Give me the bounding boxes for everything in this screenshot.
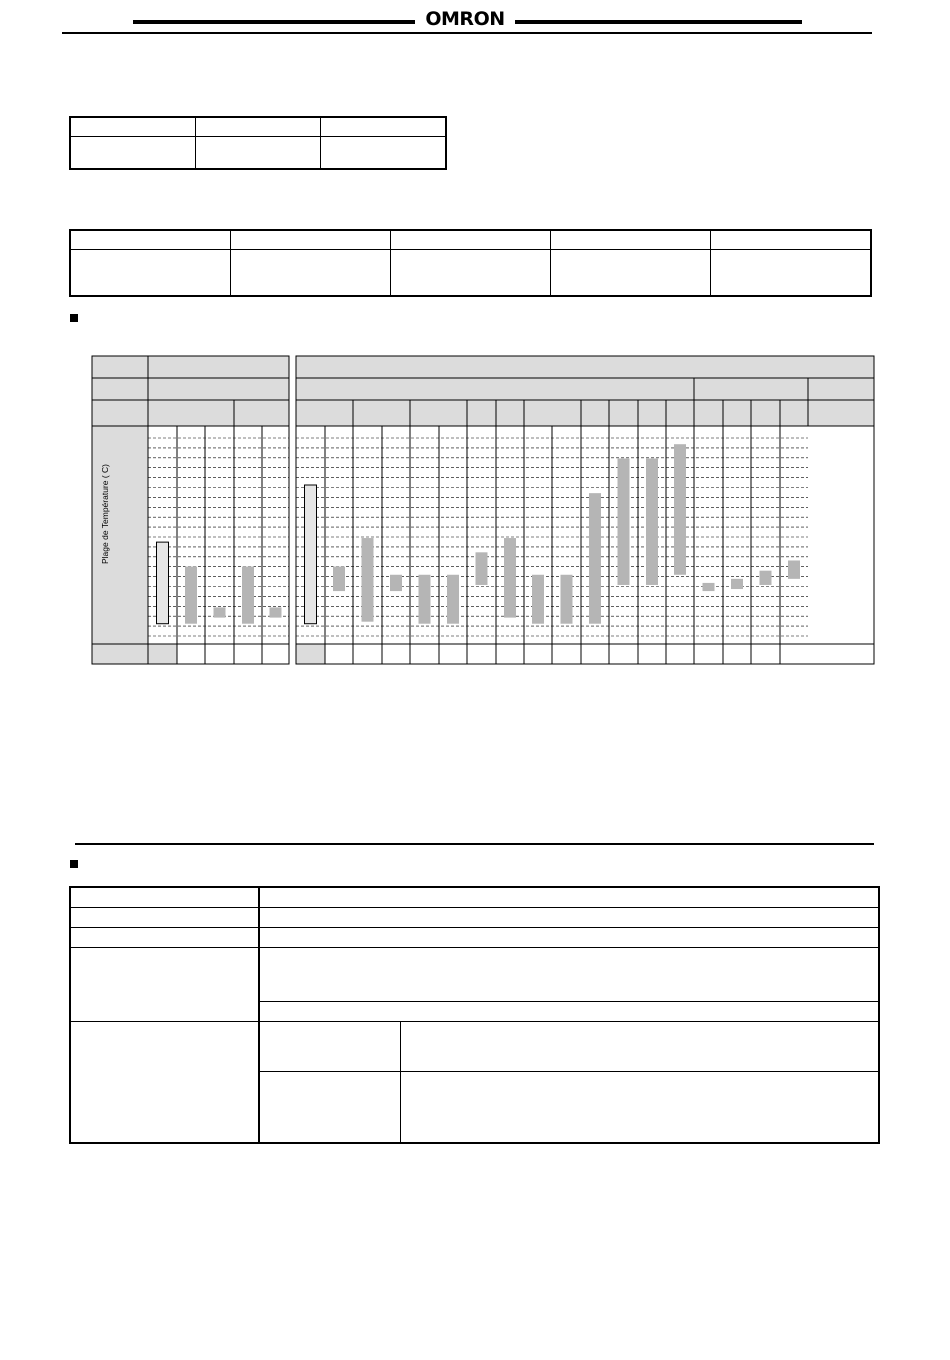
range-bar — [703, 583, 715, 591]
range-bar — [731, 579, 743, 589]
table-cell — [321, 136, 446, 169]
range-bar — [305, 485, 317, 624]
range-bar — [476, 552, 488, 585]
small-table-1 — [69, 116, 447, 170]
range-bar — [270, 607, 282, 617]
range-bar — [362, 538, 374, 622]
footer-bg — [92, 644, 148, 664]
table-cell — [711, 249, 871, 296]
section-separator — [75, 843, 874, 845]
range-bar — [788, 560, 800, 578]
range-bar — [390, 575, 402, 591]
range-bar — [589, 493, 601, 624]
table-cell — [390, 249, 550, 296]
small-table-2 — [69, 229, 872, 297]
y-axis-label: Plage de Température ( C) — [100, 463, 110, 565]
table-cell — [195, 136, 320, 169]
table-cell — [551, 230, 711, 249]
temperature-range-chart — [90, 354, 878, 668]
spec-row-line — [260, 1001, 878, 1002]
header-rule-right — [515, 20, 802, 24]
section-bullet — [70, 314, 78, 322]
spec-row-line — [71, 927, 878, 928]
header-bg — [92, 356, 148, 426]
table-cell — [70, 117, 195, 136]
range-bar — [504, 538, 516, 618]
spec-row-line — [71, 1021, 878, 1022]
header-bg — [148, 356, 289, 426]
table-cell — [70, 136, 195, 169]
table-cell — [711, 230, 871, 249]
header-rule-left — [133, 20, 415, 24]
header-bg — [296, 356, 874, 426]
range-bar — [646, 458, 658, 584]
table-cell — [70, 230, 230, 249]
footer-bg — [148, 644, 177, 664]
spec-row-line — [260, 1071, 878, 1072]
table-cell — [321, 117, 446, 136]
range-bar — [618, 458, 630, 584]
range-bar — [214, 607, 226, 617]
range-bar — [561, 575, 573, 624]
table-cell — [551, 249, 711, 296]
table-cell — [195, 117, 320, 136]
header-underline — [62, 32, 872, 34]
range-bar — [447, 575, 459, 624]
range-bar — [760, 571, 772, 585]
table-cell — [390, 230, 550, 249]
spec-subdivider — [400, 1021, 401, 1142]
range-bar — [242, 567, 254, 624]
table-cell — [230, 249, 390, 296]
specification-table — [69, 886, 880, 1144]
spec-row-line — [71, 947, 878, 948]
range-bar — [185, 567, 197, 624]
range-bar — [157, 542, 169, 624]
section-bullet — [70, 860, 78, 868]
footer-bg — [296, 644, 325, 664]
spec-row-line — [71, 907, 878, 908]
omron-logo: OMRON — [425, 8, 505, 30]
range-bar — [333, 567, 345, 591]
range-bar — [532, 575, 544, 624]
table-cell — [230, 230, 390, 249]
range-bar — [419, 575, 431, 624]
table-cell — [70, 249, 230, 296]
range-bar — [674, 444, 686, 575]
